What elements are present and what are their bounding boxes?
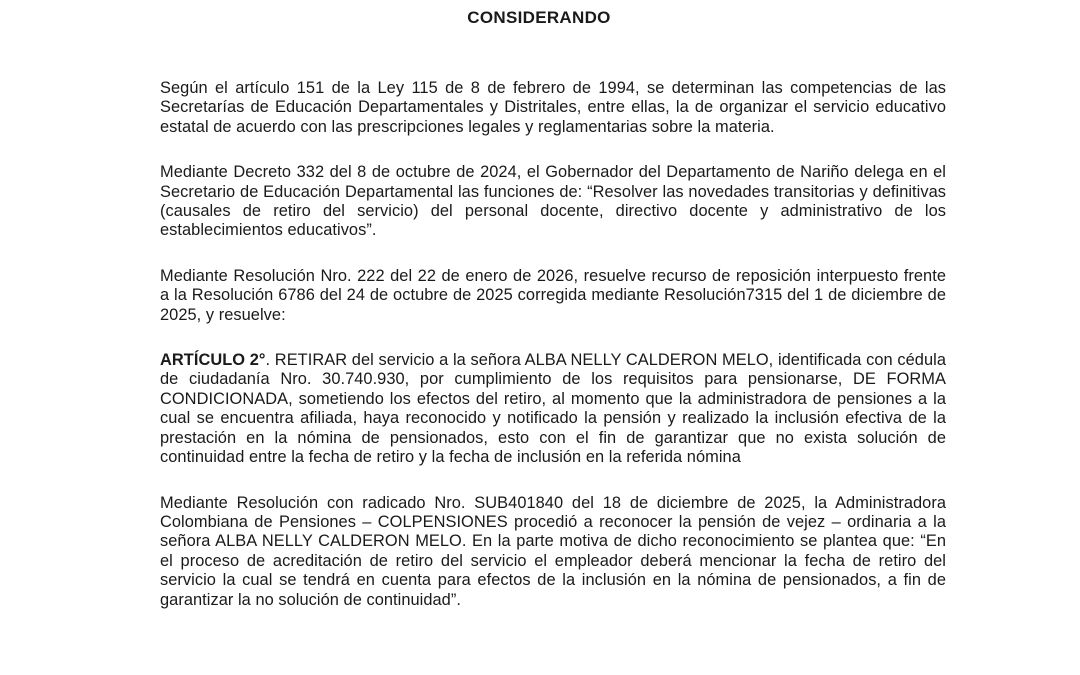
article-label: ARTÍCULO 2° (160, 351, 266, 370)
article-2-paragraph (160, 351, 946, 467)
paragraph-resolucion-222: Mediante Resolución Nro. 222 del 22 de enero de 2026, resuelve recurso de reposición interpuesto frente a la Resolución 6786 del 24 de octubre de 2025 corregida mediante Resolución7315 del 1 de diciembre de 2025, y resuelve: (160, 266, 946, 324)
article-text: . RETIRAR del servicio a la señora ALBA NELLY CALDERON MELO, identificada con cédula de ciudadanía Nro. 30.740.930, por cumplimiento de los requisitos para pensionarse, DE FORMA CONDICIONADA, sometiendo los efectos del retiro, al momento que la administradora de pensiones a la cual se encuentra afiliada, haya reconocido y notificado la pensión y realizado la inclusión efectiva de la prestación en la nómina de pensionados, esto con el fin de garantizar que no exista solución de continuidad entre la fecha de retiro y la fecha de inclusión en la referida nómina (160, 351, 946, 467)
section-heading: CONSIDERANDO (467, 8, 611, 27)
paragraph-ley-115: Según el artículo 151 de la Ley 115 de 8 de febrero de 1994, se determinan las competencias de las Secretarías de Educación Departamentales y Distritales, entre ellas, la de organizar el servicio educativo estatal de acuerdo con las prescripciones legales y reglamentarias sobre la materia. (160, 79, 946, 136)
paragraph-colpensiones: Mediante Resolución con radicado Nro. SUB401840 del 18 de diciembre de 2025, la Administradora Colombiana de Pensiones – COLPENSIONES procedió a reconocer la pensión de vejez – ordinaria a la señora ALBA NELLY CALDERON MELO. En la parte motiva de dicho reconocimiento se plantea que: “En el proceso de acreditación de retiro del servicio el empleador deberá mencionar la fecha de retiro del servicio la cual se tendrá en cuenta para efectos de la inclusión en la nómina de pensionados, a fin de garantizar la no solución de continuidad”. (160, 493, 946, 609)
paragraph-decreto-332: Mediante Decreto 332 del 8 de octubre de 2024, el Gobernador del Departamento de Nariño delega en el Secretario de Educación Departamental las funciones de: “Resolver las novedades transitorias y definitivas (causales de retiro del servicio) del personal docente, directivo docente y administrativo de los establecimientos educativos”. (160, 163, 946, 240)
